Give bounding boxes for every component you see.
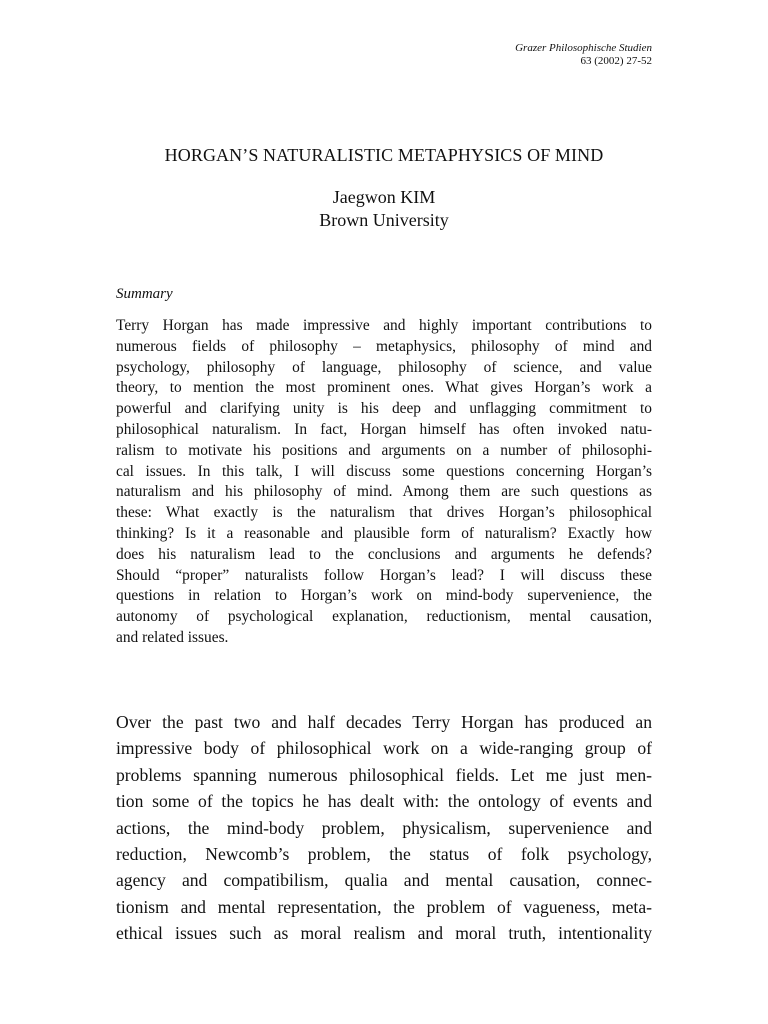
summary-line: naturalism and his philosophy of mind. Among them are such questions as bbox=[116, 483, 652, 501]
body-line: agency and compatibilism, qualia and mental causation, connec- bbox=[116, 870, 652, 891]
summary-line: thinking? Is it a reasonable and plausible form of naturalism? Exactly how bbox=[116, 524, 652, 542]
summary-line: Should “proper” naturalists follow Horgan’s lead? I will discuss these bbox=[116, 566, 652, 584]
summary-line: Terry Horgan has made impressive and highly important contributions to bbox=[116, 317, 652, 334]
summary-line: psychology, philosophy of language, philosophy of science, and value bbox=[116, 358, 652, 376]
author-block bbox=[0, 186, 768, 232]
body-paragraph bbox=[116, 709, 652, 947]
summary-line: philosophical naturalism. In fact, Horgan himself has often invoked natu- bbox=[116, 420, 652, 438]
body-line: tion some of the topics he has dealt with: the ontology of events and bbox=[116, 791, 652, 812]
body-line: Over the past two and half decades Terry Horgan has produced an bbox=[116, 712, 652, 732]
body-line: ethical issues such as moral realism and moral truth, intentionality bbox=[116, 923, 652, 944]
body-line: impressive body of philosophical work on a wide-ranging group of bbox=[116, 738, 652, 759]
summary-paragraph bbox=[116, 316, 652, 649]
summary-heading: Summary bbox=[116, 286, 173, 302]
summary-line: powerful and clarifying unity is his deep and unflagging commitment to bbox=[116, 400, 652, 418]
journal-volume: 63 (2002) 27-52 bbox=[580, 55, 652, 67]
author-affiliation: Brown University bbox=[319, 210, 449, 230]
body-line: problems spanning numerous philosophical fields. Let me just men- bbox=[116, 764, 652, 785]
summary-line: autonomy of psychological explanation, reductionism, mental causation, bbox=[116, 608, 652, 626]
article-title: HORGAN’S NATURALISTIC METAPHYSICS OF MIND bbox=[164, 145, 604, 165]
journal-info bbox=[515, 42, 652, 68]
summary-line: numerous fields of philosophy – metaphysics, philosophy of mind and bbox=[116, 337, 652, 355]
summary-line: ralism to motivate his positions and arguments on a number of philosophi- bbox=[116, 441, 652, 459]
journal-name: Grazer Philosophische Studien bbox=[515, 42, 652, 54]
author-name: Jaegwon KIM bbox=[332, 187, 436, 207]
summary-line: theory, to mention the most prominent ones. What gives Horgan’s work a bbox=[116, 379, 652, 397]
summary-line: cal issues. In this talk, I will discuss some questions concerning Horgan’s bbox=[116, 462, 652, 480]
summary-line: does his naturalism lead to the conclusions and arguments he defends? bbox=[116, 545, 652, 563]
body-line: actions, the mind-body problem, physicalism, supervenience and bbox=[116, 817, 652, 838]
summary-line: and related issues. bbox=[116, 628, 229, 646]
summary-line: questions in relation to Horgan’s work on mind-body supervenience, the bbox=[116, 587, 652, 605]
body-line: tionism and mental representation, the problem of vagueness, meta- bbox=[116, 896, 652, 917]
summary-line: these: What exactly is the naturalism that drives Horgan’s philosophical bbox=[116, 504, 652, 522]
body-line: reduction, Newcomb’s problem, the status of folk psychology, bbox=[116, 844, 652, 865]
